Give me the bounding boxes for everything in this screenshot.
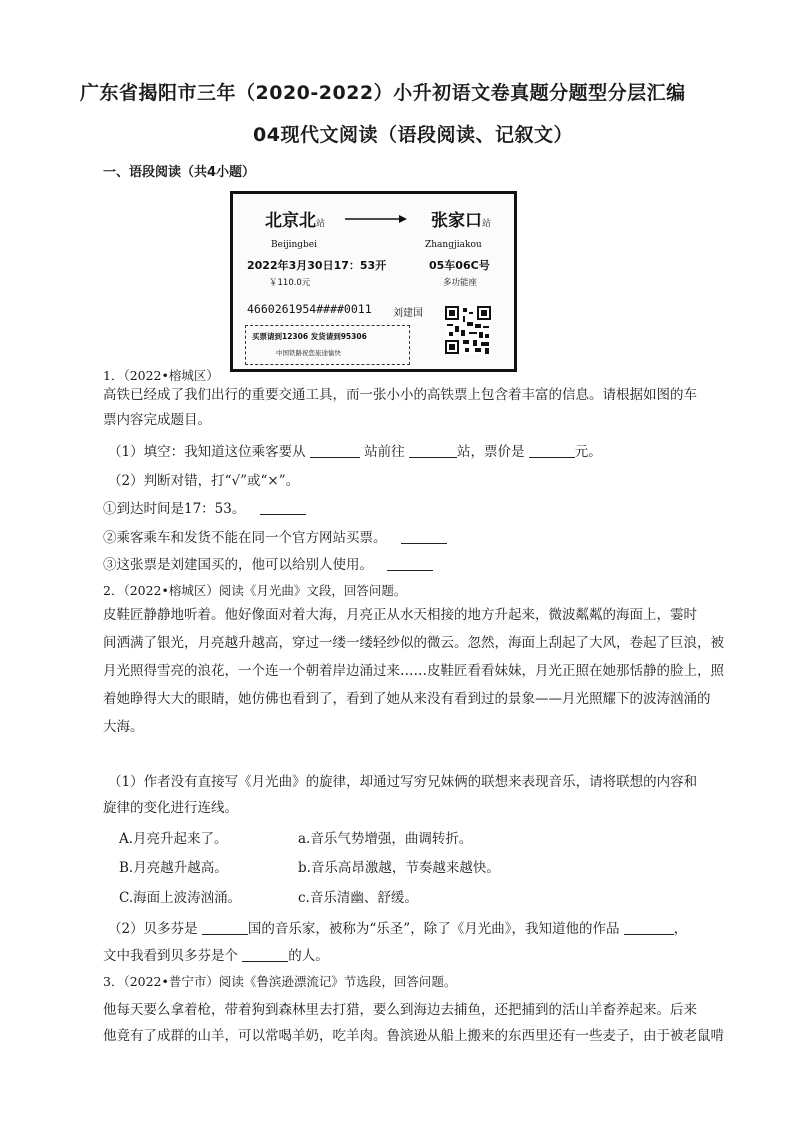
answer-blank-item-2[interactable] bbox=[401, 529, 447, 544]
document-title-line-1: 广东省揭阳市三年（2020-2022）小升初语文卷真题分题型分层汇编 bbox=[80, 82, 686, 104]
ticket-notice-line-2: 中国铁路祝您旅途愉快 bbox=[276, 349, 341, 357]
question-2-paragraph-line-3: 月光照得雪亮的浪花，一个连一个朝着岸边涌过来……皮鞋匠看看妹妹，月光正照在她那恬静的脸上，照 bbox=[103, 663, 724, 679]
question-3-paragraph-line-2: 他竟有了成群的山羊，可以常喝羊奶，吃羊肉。鲁滨逊从船上搬来的东西里还有一些麦子，由于被老鼠啃 bbox=[103, 1028, 724, 1044]
question-1-item-3: ③这张票是刘建国买的，他可以给别人使用。 bbox=[103, 554, 433, 576]
answer-blank-works[interactable] bbox=[624, 920, 674, 935]
document-title-line-2: 04现代文阅读（语段阅读、记叙文） bbox=[253, 124, 573, 146]
ticket-notice-line-1: 买票请到12306 发货请到95306 bbox=[252, 332, 367, 341]
match-left-item-a[interactable]: A.月亮升起来了。 bbox=[119, 831, 228, 847]
answer-blank-price[interactable] bbox=[529, 443, 575, 458]
answer-blank-country[interactable] bbox=[202, 920, 248, 935]
section-heading: 一、语段阅读（共4小题） bbox=[103, 165, 256, 180]
question-1-intro-line-2: 票内容完成题目。 bbox=[103, 412, 211, 428]
ticket-passenger: 刘建国 bbox=[393, 308, 423, 319]
match-right-item-a[interactable]: a.音乐气势增强，曲调转折。 bbox=[298, 831, 473, 847]
answer-blank-item-3[interactable] bbox=[387, 556, 433, 571]
question-1-intro-line-1: 高铁已经成了我们出行的重要交通工具，而一张小小的高铁票上包含着丰富的信息。请根据如图的车 bbox=[103, 387, 697, 403]
ticket-seat-type: 多功能座 bbox=[443, 278, 478, 288]
ticket-datetime: 2022年3月30日17：53开 bbox=[247, 259, 387, 272]
ticket-to-pinyin: Zhangjiakou bbox=[425, 240, 482, 250]
ticket-id-number: 4660261954####0011 bbox=[247, 302, 372, 316]
question-1-number: 1．（2022•榕城区） bbox=[103, 368, 219, 383]
ticket-price: ￥110.0元 bbox=[269, 278, 311, 288]
question-2-sub-2-line-2: 文中我看到贝多芬是个 的人。 bbox=[103, 948, 329, 964]
question-2-paragraph-line-2: 间洒满了银光，月亮越升越高，穿过一缕一缕轻纱似的微云。忽然，海面上刮起了大风，卷起了巨浪，被 bbox=[103, 635, 724, 651]
answer-blank-from-station[interactable] bbox=[310, 443, 360, 458]
question-2-paragraph-line-1: 皮鞋匠静静地听着。他好像面对着大海，月亮正从水天相接的地方升起来，微波粼粼的海面上，霎时 bbox=[103, 607, 697, 623]
ticket-seat: 05车06C号 bbox=[429, 259, 490, 272]
answer-blank-to-station[interactable] bbox=[409, 443, 457, 458]
question-1-item-1: ①到达时间是17：53。 bbox=[103, 498, 306, 520]
ticket-arrow-icon bbox=[345, 214, 407, 224]
match-right-item-b[interactable]: b.音乐高昂激越，节奏越来越快。 bbox=[298, 860, 500, 876]
answer-blank-character[interactable] bbox=[242, 947, 288, 962]
ticket-qr-code-icon bbox=[445, 306, 491, 354]
question-2-paragraph-line-5: 大海。 bbox=[103, 719, 144, 735]
match-left-item-b[interactable]: B.月亮越升越高。 bbox=[119, 860, 228, 876]
question-1-judge: （2）判断对错，打“√”或“×”。 bbox=[108, 473, 300, 489]
ticket-from-pinyin: Beijingbei bbox=[271, 240, 318, 250]
answer-blank-item-1[interactable] bbox=[260, 500, 306, 515]
match-left-item-c[interactable]: C.海面上波涛汹涌。 bbox=[119, 890, 242, 906]
question-2-sub-2-line-1: （2）贝多芬是 国的音乐家，被称为“乐圣”，除了《月光曲》，我知道他的作品 ， bbox=[108, 921, 688, 937]
question-2-number: 2．（2022•榕城区）阅读《月光曲》文段，回答问题。 bbox=[103, 583, 407, 598]
match-right-item-c[interactable]: c.音乐清幽、舒缓。 bbox=[298, 890, 418, 906]
ticket-notice-box bbox=[245, 325, 410, 365]
question-1-fill-in: （1）填空：我知道这位乘客要从 站前往 站，票价是 元。 bbox=[108, 444, 602, 460]
question-2-paragraph-line-4: 着她睁得大大的眼睛，她仿佛也看到了，看到了她从来没有看到过的景象——月光照耀下的波涛汹涌的 bbox=[103, 691, 711, 707]
question-2-sub-1-line-2: 旋律的变化进行连线。 bbox=[103, 800, 238, 816]
train-ticket-image bbox=[230, 191, 517, 372]
ticket-to-station: 张家口站 bbox=[431, 211, 492, 231]
question-3-number: 3．（2022•普宁市）阅读《鲁滨逊漂流记》节选段，回答问题。 bbox=[103, 974, 457, 989]
ticket-from-station: 北京北站 bbox=[265, 211, 326, 231]
question-1-item-2: ②乘客乘车和发货不能在同一个官方网站买票。 bbox=[103, 527, 447, 549]
question-2-sub-1-line-1: （1）作者没有直接写《月光曲》的旋律，却通过写穷兄妹俩的联想来表现音乐，请将联想的内容和 bbox=[108, 774, 698, 790]
question-3-paragraph-line-1: 他每天要么拿着枪，带着狗到森林里去打猎，要么到海边去捕鱼，还把捕到的活山羊畜养起来。后来 bbox=[103, 1002, 697, 1018]
